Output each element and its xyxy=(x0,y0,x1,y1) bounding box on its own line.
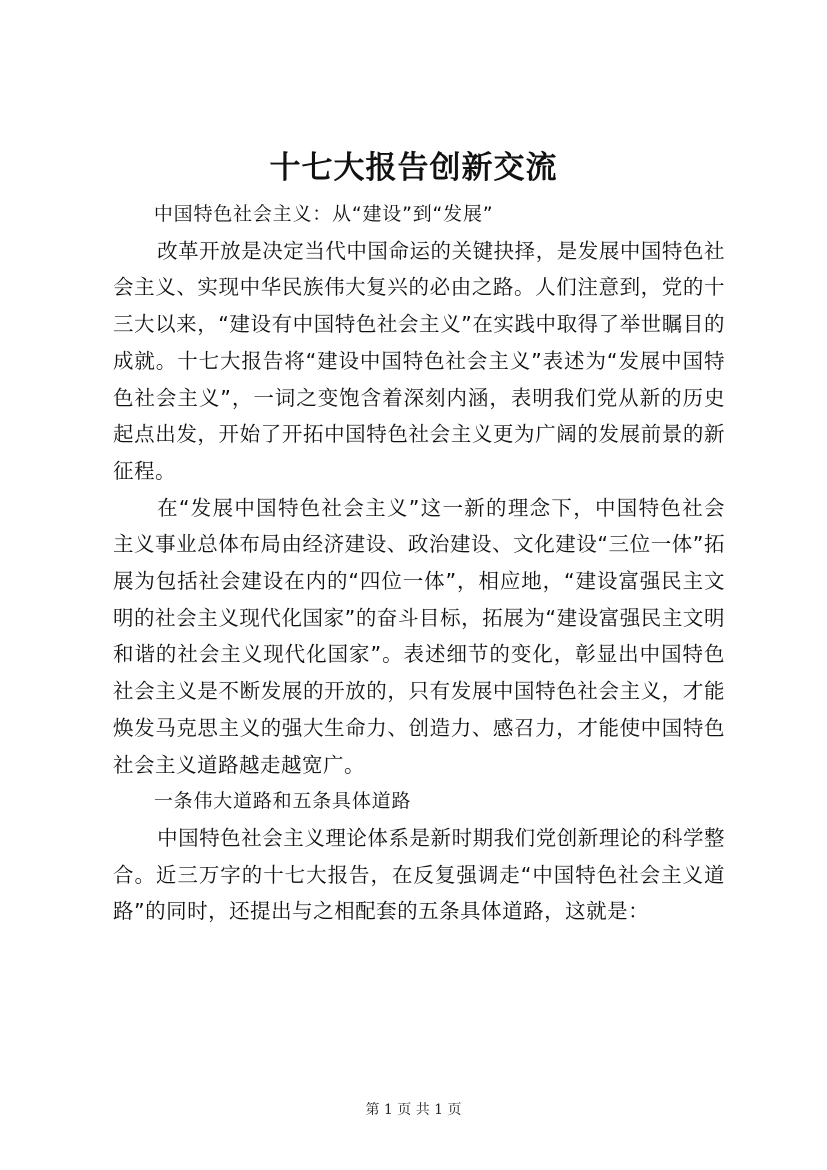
document-body xyxy=(113,196,725,930)
body-paragraph: 在“发展中国特色社会主义”这一新的理念下，中国特色社会主义事业总体布局由经济建设、政治建设、文化建设“三位一体”拓展为包括社会建设在内的“四位一体”，相应地，“建设富强民主文明的社会主义现代化国家”的奋斗目标，拓展为“建设富强民主文明和谐的社会主义现代化国家”。表述细节的变化，彰显出中国特色社会主义是不断发展的开放的，只有发展中国特色社会主义，才能焕发马克思主义的强大生命力、创造力、感召力，才能使中国特色社会主义道路越走越宽广。 xyxy=(113,495,725,777)
section-heading: 中国特色社会主义：从“建设”到“发展” xyxy=(153,203,494,225)
page-footer: 第 1 页 共 1 页 xyxy=(365,1102,462,1118)
section-heading: 一条伟大道路和五条具体道路 xyxy=(153,790,412,813)
document-title: 十七大报告创新交流 xyxy=(269,150,558,186)
body-paragraph: 中国特色社会主义理论体系是新时期我们党创新理论的科学整合。近三万字的十七大报告，在反复强调走“中国特色社会主义道路”的同时，还提出与之相配套的五条具体道路，这就是： xyxy=(113,825,725,924)
body-paragraph: 改革开放是决定当代中国命运的关键抉择，是发展中国特色社会主义、实现中华民族伟大复兴的必由之路。人们注意到，党的十三大以来，“建设有中国特色社会主义”在实践中取得了举世瞩目的成就。十七大报告将“建设中国特色社会主义”表述为“发展中国特色社会主义”，一词之变饱含着深刻内涵，表明我们党从新的历史起点出发，开始了开拓中国特色社会主义更为广阔的发展前景的新征程。 xyxy=(113,238,725,483)
